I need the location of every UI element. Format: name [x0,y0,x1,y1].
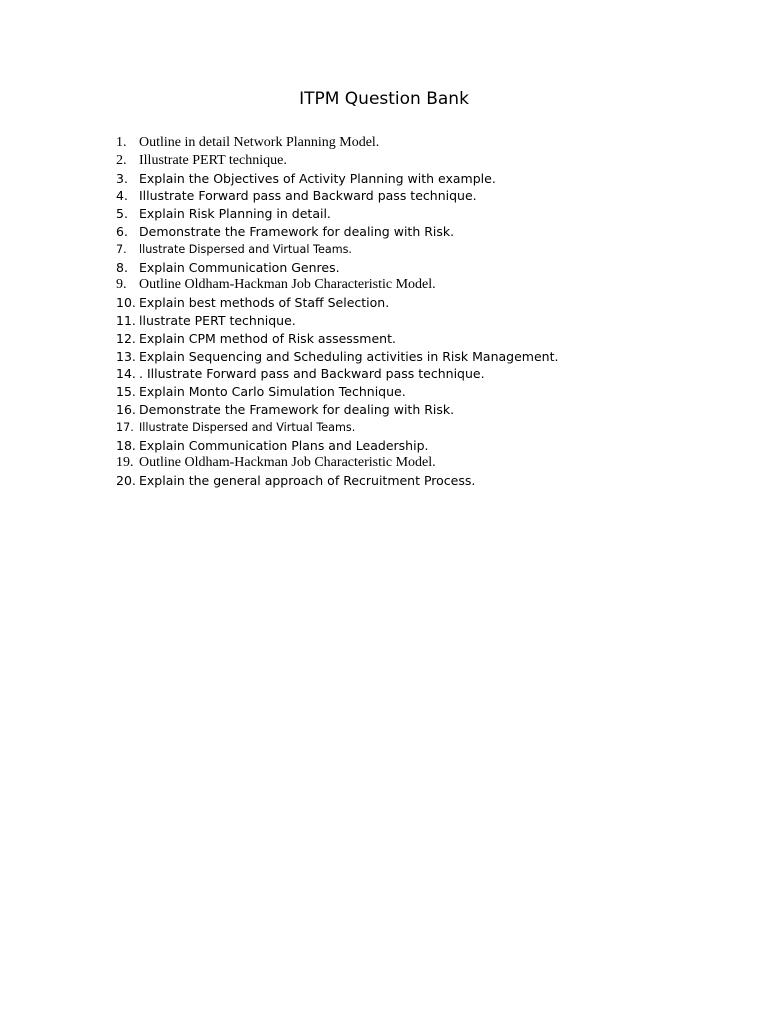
list-item-number: 13. [116,348,136,364]
list-item [116,401,716,419]
list-item-text: Explain Communication Genres. [139,259,340,275]
list-item-text: llustrate PERT technique. [139,312,296,328]
list-item-text: . Illustrate Forward pass and Backward pass technique. [139,366,485,382]
list-item-text: Explain Risk Planning in detail. [139,206,331,222]
list-item-number: 20. [116,473,136,489]
list-item [116,330,716,348]
list-item-text: Explain the Objectives of Activity Planning with example. [139,170,496,186]
list-item-text: Outline Oldham-Hackman Job Characteristic Model. [139,455,436,471]
document-title: ITPM Question Bank [299,89,469,109]
list-item-text: Outline in detail Network Planning Model. [139,135,380,150]
list-item-number: 6. [116,223,128,239]
list-item-text: Illustrate PERT technique. [139,152,287,168]
list-item-text: Explain Monto Carlo Simulation Technique. [139,384,406,400]
list-item [116,348,716,366]
list-item [116,170,716,188]
question-list [116,134,716,490]
list-item-text: Explain Communication Plans and Leadership. [139,437,429,453]
list-item [116,312,716,330]
list-item-text: Explain Sequencing and Scheduling activities in Risk Management. [139,348,559,364]
list-item-text: Outline Oldham-Hackman Job Characteristic Model. [139,277,436,293]
list-item [116,223,716,241]
list-item [116,454,716,472]
list-item [116,383,716,401]
list-item-number: 8. [116,259,128,275]
list-item [116,152,716,170]
list-item-number: 5. [116,206,128,222]
list-item [116,419,716,437]
list-item-number: 18. [116,437,136,453]
list-item [116,276,716,294]
list-item-number: 17. [116,420,134,434]
list-item-number: 2. [116,152,127,168]
list-item-text: Explain best methods of Staff Selection. [139,295,390,311]
list-item-number: 15. [116,384,136,400]
list-item [116,241,716,259]
list-item [116,205,716,223]
list-item [116,437,716,455]
list-item-number: 12. [116,330,136,346]
list-item-number: 9. [116,277,127,293]
list-item [116,472,716,490]
list-item-number: 3. [116,170,128,186]
list-item [116,294,716,312]
list-item [116,259,716,277]
list-item-text: Illustrate Forward pass and Backward pass technique. [139,188,477,204]
list-item-number: 7. [116,242,127,256]
list-item [116,134,716,152]
list-item-text: Explain the general approach of Recruitment Process. [139,473,476,489]
list-item-text: Demonstrate the Framework for dealing with Risk. [139,223,455,239]
list-item [116,365,716,383]
list-item-number: 10. [116,295,136,311]
list-item-number: 1. [116,135,127,150]
list-item-number: 19. [116,455,134,471]
list-item-number: 16. [116,401,136,417]
list-item-text: Demonstrate the Framework for dealing with Risk. [139,401,455,417]
list-item-number: 4. [116,188,128,204]
list-item-text: llustrate Dispersed and Virtual Teams. [139,242,352,256]
list-item-text: Illustrate Dispersed and Virtual Teams. [139,420,356,434]
list-item-number: 14. [116,366,136,382]
list-item-number: 11. [116,312,136,328]
list-item-text: Explain CPM method of Risk assessment. [139,330,396,346]
list-item [116,187,716,205]
